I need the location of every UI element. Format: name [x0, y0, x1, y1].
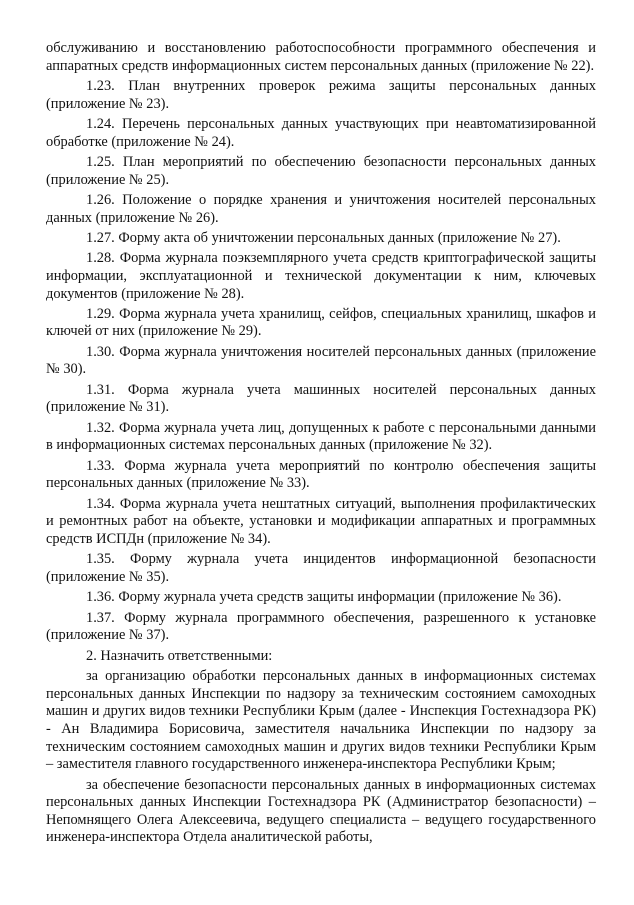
paragraph-1-30: 1.30. Форма журнала уничтожения носителей персональных данных (приложение № 30). — [46, 343, 596, 378]
paragraph-1-29: 1.29. Форма журнала учета хранилищ, сейфов, специальных хранилищ, шкафов и ключей от них (приложение № 29). — [46, 305, 596, 340]
paragraph-1-24: 1.24. Перечень персональных данных участвующих при неавтоматизированной обработке (приложение № 24). — [46, 115, 596, 150]
paragraph-1-26: 1.26. Положение о порядке хранения и уничтожения носителей персональных данных (приложение № 26). — [46, 191, 596, 226]
paragraph-1-28: 1.28. Форма журнала поэкземплярного учета средств криптографической защиты информации, эксплуатационной и технической документации к ним, ключевых документов (приложение № 28). — [46, 250, 596, 302]
paragraph-responsible-security: за обеспечение безопасности персональных данных в информационных системах персональных данных Инспекции Гостехнадзора РК (Администратор безопасности) – Непомнящего Олега Алексеевича, ведущего специалиста – ведущего государственного инженера-инспектора Отдела аналитической работы, — [46, 776, 596, 846]
paragraph-1-23: 1.23. План внутренних проверок режима защиты персональных данных (приложение № 23). — [46, 77, 596, 112]
paragraph-1-36: 1.36. Форму журнала учета средств защиты информации (приложение № 36). — [86, 589, 562, 606]
paragraph-1-27: 1.27. Форму акта об уничтожении персональных данных (приложение № 27). — [86, 229, 561, 246]
paragraph-1-31: 1.31. Форма журнала учета машинных носителей персональных данных (приложение № 31). — [46, 381, 596, 416]
paragraph-1-35: 1.35. Форму журнала учета инцидентов информационной безопасности (приложение № 35). — [46, 551, 596, 585]
paragraph-1-33: 1.33. Форма журнала учета мероприятий по контролю обеспечения защиты персональных данных (приложение № 33). — [46, 457, 596, 492]
paragraph-2-heading: 2. Назначить ответственными: — [86, 647, 273, 664]
paragraph-1-34: 1.34. Форма журнала учета нештатных ситуаций, выполнения профилактических и ремонтных работ на объекте, установки и модификации аппаратных и программных средств ИСПДн (приложение № 34). — [46, 495, 596, 547]
paragraph-1-37: 1.37. Форму журнала программного обеспечения, разрешенного к установке (приложение № 37). — [46, 609, 596, 644]
paragraph-1-32: 1.32. Форма журнала учета лиц, допущенных к работе с персональными данными в информационных системах персональных данных (приложение № 32). — [46, 419, 596, 454]
paragraph-responsible-processing: за организацию обработки персональных данных в информационных системах персональных данных Инспекции по надзору за техническим состоянием самоходных машин и других видов техники Республики Крым (далее - Инспекция Гостехнадзора РК) - Ан Владимира Борисовича, заместителя начальника Инспекции по надзору за техническим состоянием самоходных машин и других видов техники Республики Крым – заместителя главного государственного инженера-инспектора Республики Крым; — [46, 668, 596, 773]
paragraph-continuation: обслуживанию и восстановлению работоспособности программного обеспечения и аппаратных средств информационных систем персональных данных (приложение № 22). — [46, 40, 596, 74]
paragraph-1-25: 1.25. План мероприятий по обеспечению безопасности персональных данных (приложение № 25). — [46, 153, 596, 188]
